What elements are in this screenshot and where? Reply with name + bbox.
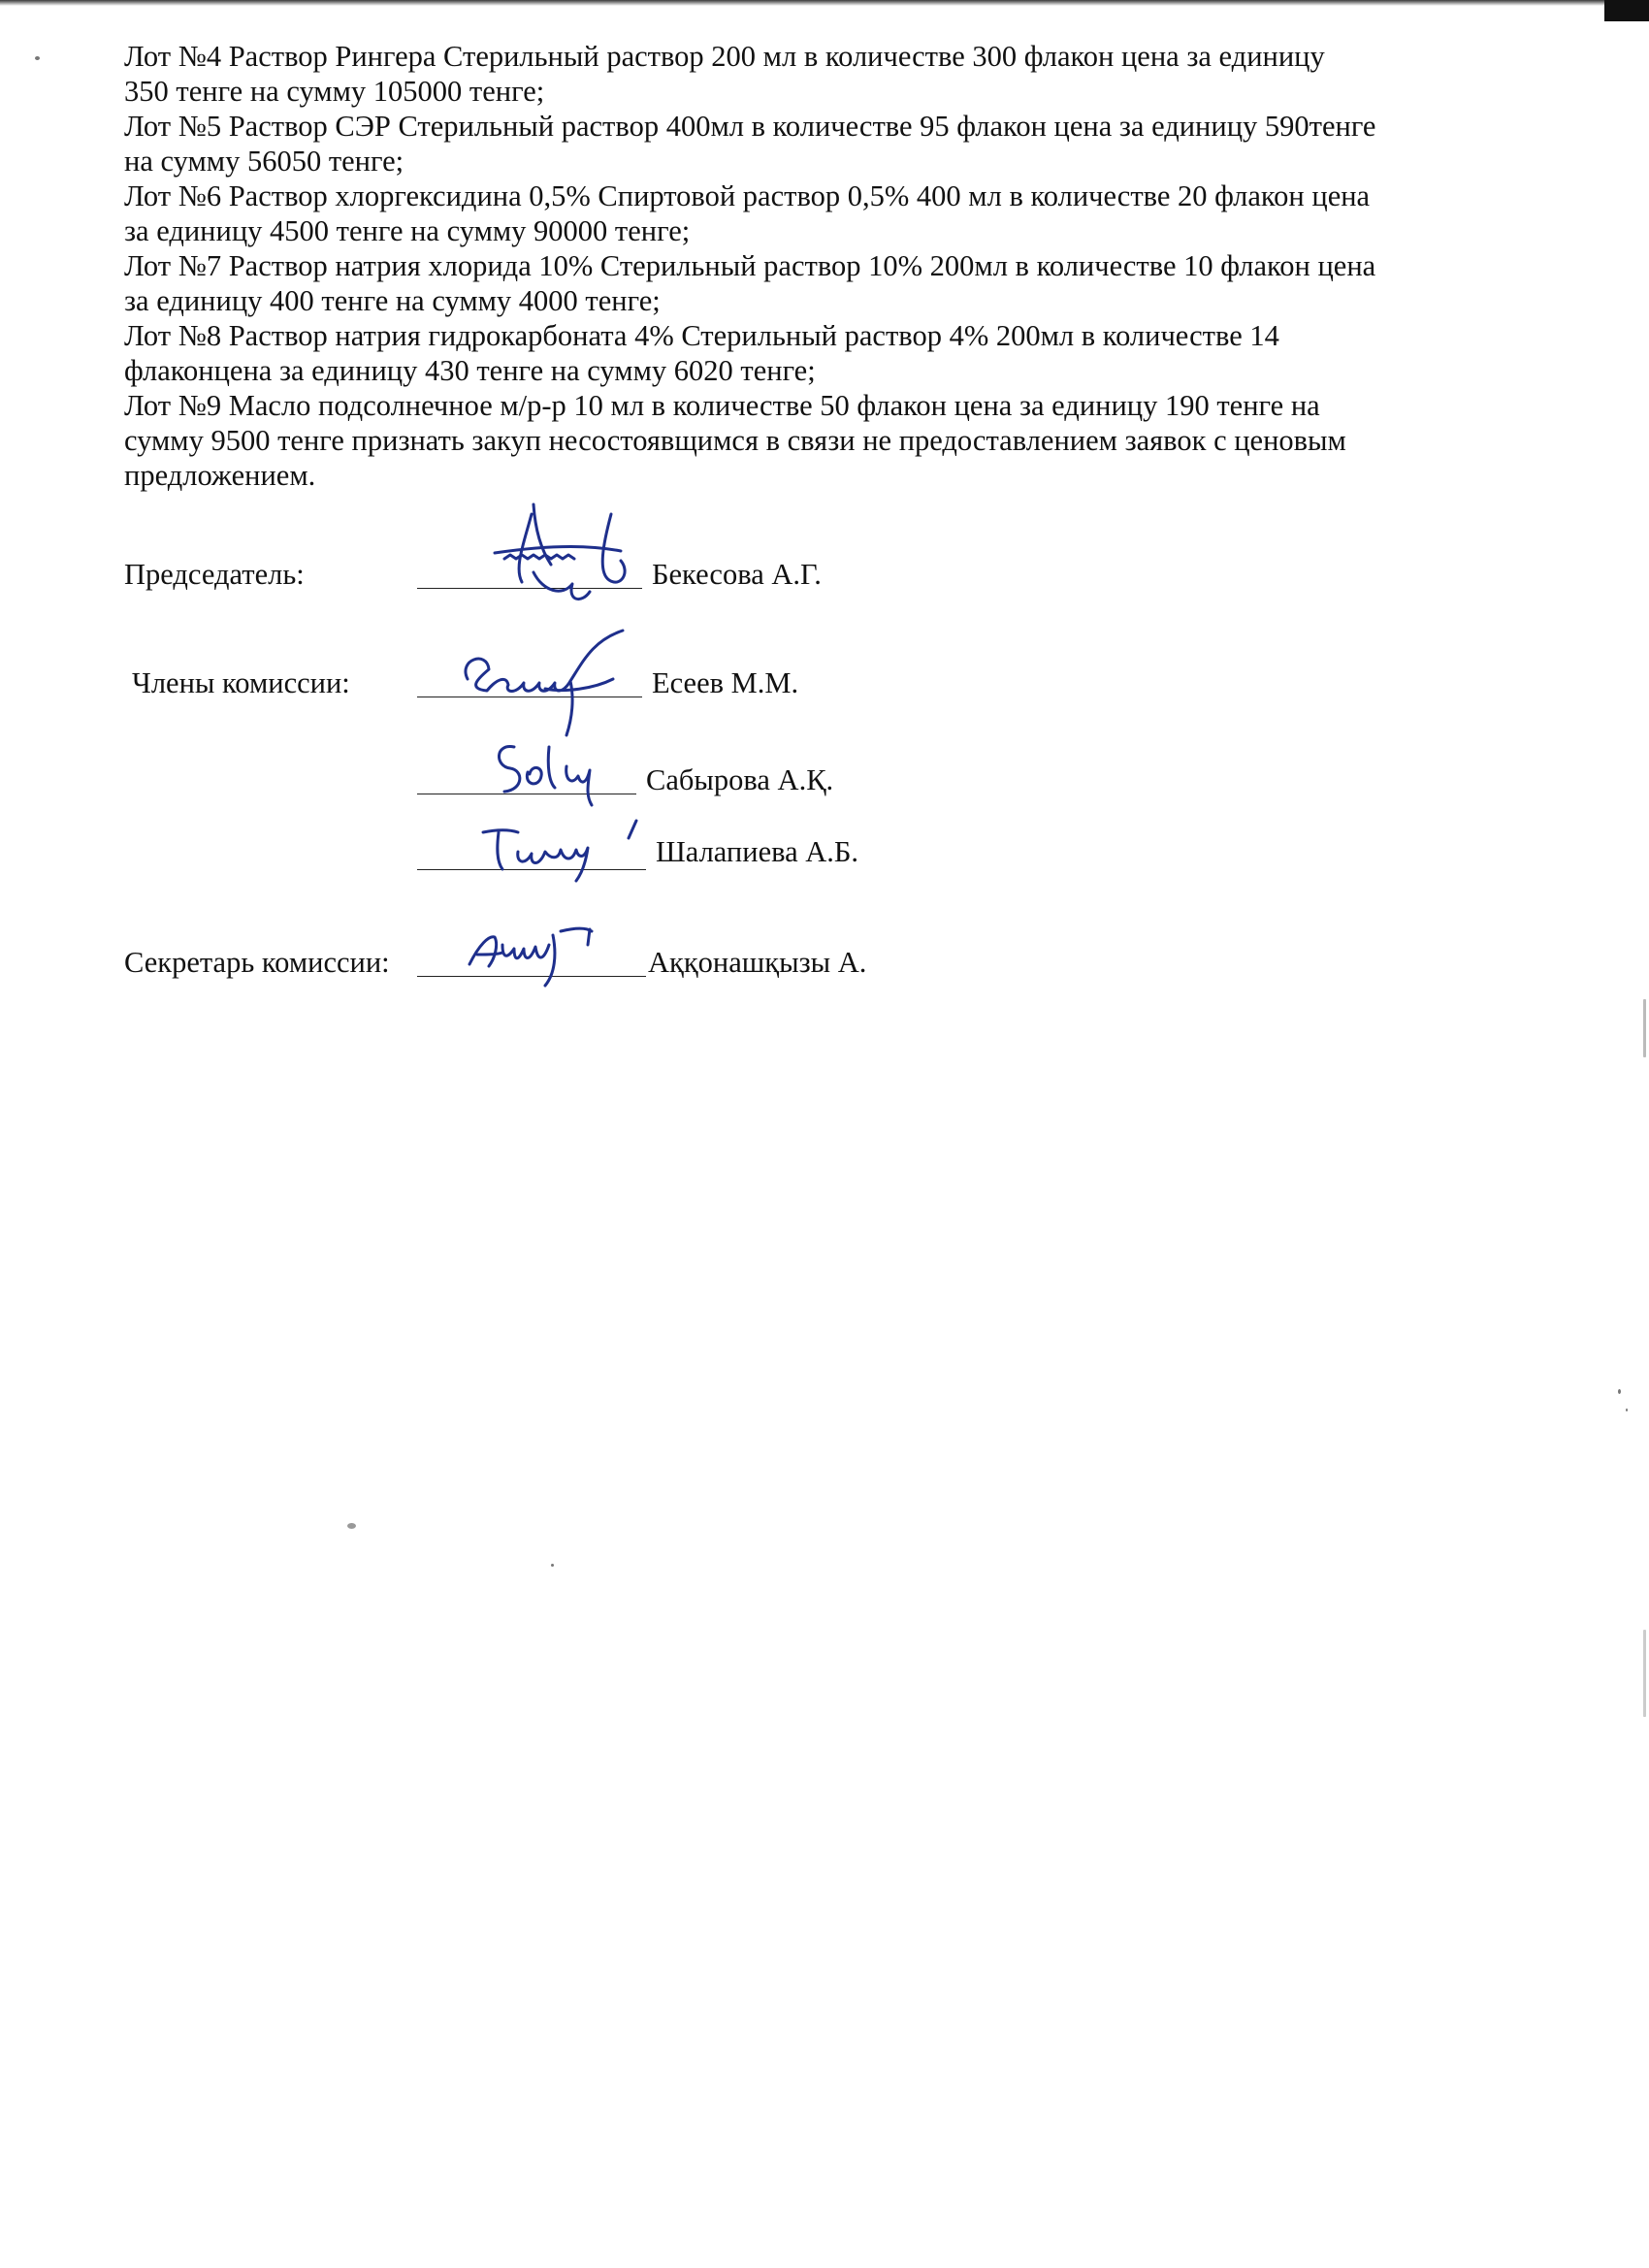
members-role: Члены комиссии: <box>132 666 350 699</box>
member-3-signature <box>464 813 658 891</box>
member-1-name: Есеев М.М. <box>652 666 799 699</box>
scan-edge <box>1643 999 1646 1057</box>
lot-line: предложением. <box>124 459 316 492</box>
lot-line: за единицу 4500 тенге на сумму 90000 тенге; <box>124 214 691 247</box>
lot-line: Лот №8 Раствор натрия гидрокарбоната 4% Стерильный раствор 4% 200мл в количестве 14 <box>124 319 1279 352</box>
scan-speck <box>35 56 40 60</box>
lot-line: Лот №9 Масло подсолнечное м/р-р 10 мл в количестве 50 флакон цена за единицу 190 тенге на <box>124 389 1320 422</box>
lot-line: на сумму 56050 тенге; <box>124 145 404 178</box>
member-3-name: Шалапиева А.Б. <box>656 835 859 868</box>
member-2-signature <box>485 718 611 815</box>
lot-line: Лот №4 Раствор Рингера Стерильный раствор 200 мл в количестве 300 флакон цена за единицу <box>124 40 1325 73</box>
scan-speck <box>1626 1409 1628 1411</box>
scan-edge <box>1643 1630 1646 1717</box>
lot-line: Лот №5 Раствор СЭР Стерильный раствор 400мл в количестве 95 флакон цена за единицу 590тенге <box>124 110 1376 143</box>
lot-line: сумму 9500 тенге признать закуп несостоявщимся в связи не предоставлением заявок с ценовым <box>124 424 1346 457</box>
scan-speck <box>551 1564 554 1567</box>
secretary-signature <box>460 916 625 993</box>
signature-block <box>0 0 1649 1067</box>
lot-line: за единицу 400 тенге на сумму 4000 тенге; <box>124 284 661 317</box>
secretary-role: Секретарь комиссии: <box>124 946 390 979</box>
lot-line: флаконцена за единицу 430 тенге на сумму 6020 тенге; <box>124 354 816 387</box>
chairman-signature <box>475 475 640 621</box>
lot-line: 350 тенге на сумму 105000 тенге; <box>124 75 545 108</box>
member-2-name: Сабырова А.Қ. <box>646 763 834 796</box>
lot-line: Лот №6 Раствор хлоргексидина 0,5% Спиртовой раствор 0,5% 400 мл в количестве 20 флакон цена <box>124 179 1371 212</box>
chairman-name: Бекесова А.Г. <box>652 558 822 591</box>
scan-speck <box>347 1523 356 1529</box>
secretary-name: Аққонашқызы А. <box>648 946 867 979</box>
lot-line: Лот №7 Раствор натрия хлорида 10% Стерильный раствор 10% 200мл в количестве 10 флакон цена <box>124 249 1376 282</box>
chairman-role: Председатель: <box>124 558 305 591</box>
scan-speck <box>1618 1389 1621 1394</box>
